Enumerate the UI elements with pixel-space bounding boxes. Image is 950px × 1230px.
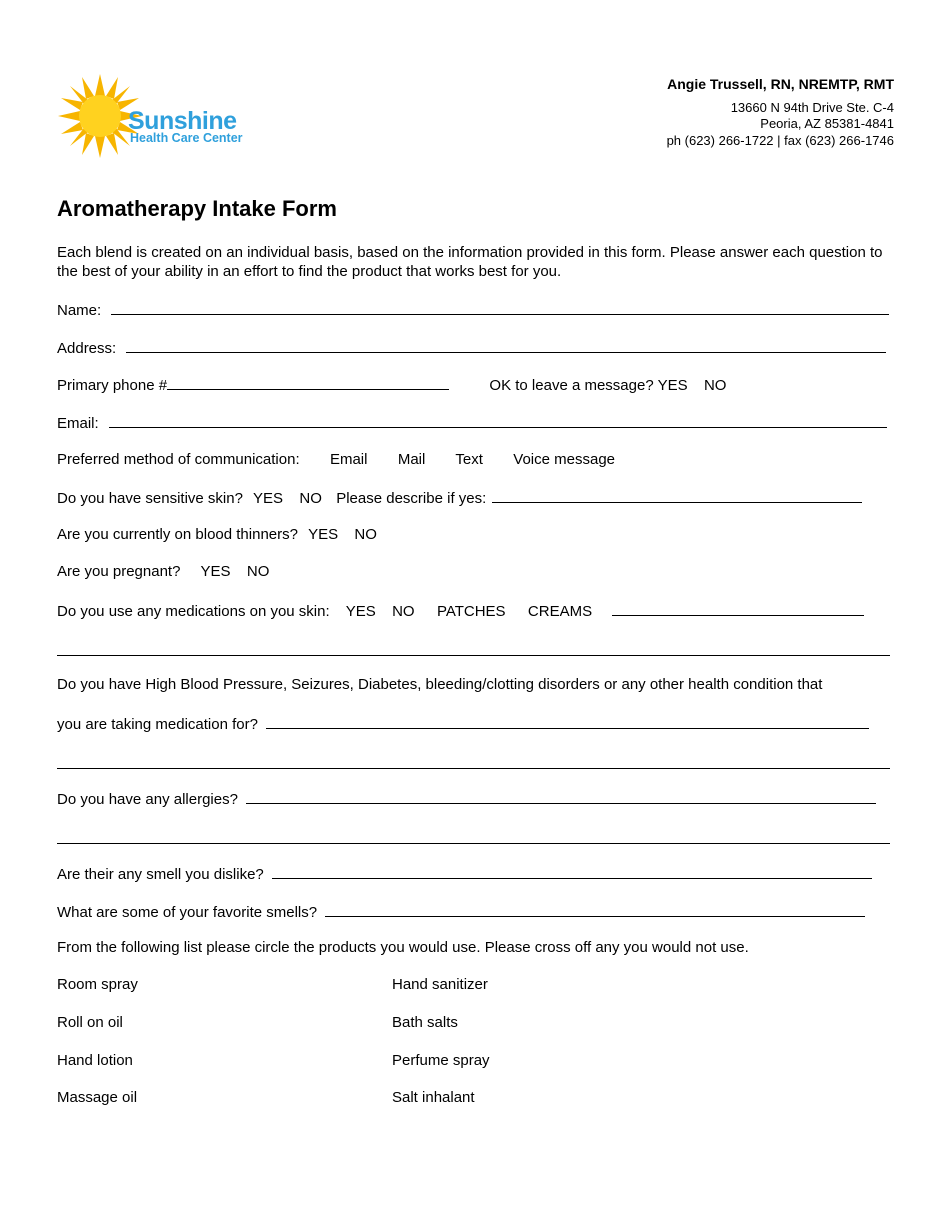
product-massage-oil[interactable]: Massage oil — [57, 1089, 138, 1106]
conditions-extra-line[interactable] — [57, 768, 890, 769]
sunshine-logo — [58, 74, 278, 158]
pregnant-yes[interactable]: YES — [200, 563, 231, 580]
sensitive-describe-label: Please describe if yes: — [336, 490, 487, 507]
allergies-field[interactable] — [246, 789, 876, 804]
conditions-row-1 — [57, 676, 822, 694]
message-yes[interactable]: YES — [657, 377, 688, 394]
pref-option-voice[interactable]: Voice message — [513, 451, 616, 468]
address-label: Address: — [57, 340, 117, 357]
address-row — [57, 338, 886, 358]
name-label: Name: — [57, 302, 102, 319]
skin-meds-patches[interactable]: PATCHES — [436, 603, 506, 620]
dislike-field[interactable] — [272, 864, 872, 879]
products-instructions: From the following list please circle the products you would use. Please cross off any you would not use. — [57, 939, 749, 956]
blood-thinners-yes[interactable]: YES — [308, 526, 339, 543]
product-room-spray[interactable]: Room spray — [57, 976, 138, 993]
product-roll-on-oil[interactable]: Roll on oil — [57, 1014, 123, 1031]
sensitive-no[interactable]: NO — [299, 490, 322, 507]
pref-option-mail[interactable]: Mail — [397, 451, 426, 468]
favorite-field[interactable] — [325, 902, 865, 917]
sensitive-skin-row — [57, 488, 862, 508]
message-no[interactable]: NO — [703, 377, 727, 394]
provider-name: Angie Trussell, RN, NREMTP, RMT — [667, 76, 894, 92]
form-intro: Each blend is created on an individual basis, based on the information provided in this form. Please answer each question to the best of your ability in an effort to find the product that works best for you. — [57, 244, 883, 280]
preferred-method-label: Preferred method of communication: — [57, 451, 300, 468]
address-line-1: 13660 N 94th Drive Ste. C-4 — [730, 99, 894, 115]
conditions-label-1: Do you have High Blood Pressure, Seizures, Diabetes, bleeding/clotting disorders or any other health condition that — [57, 676, 823, 693]
skin-meds-field[interactable] — [612, 601, 864, 616]
pref-option-text[interactable]: Text — [455, 451, 483, 468]
name-field[interactable] — [111, 300, 889, 315]
favorite-row — [57, 902, 865, 922]
product-hand-lotion[interactable]: Hand lotion — [57, 1052, 133, 1069]
contact-block — [667, 76, 894, 149]
pregnant-row — [57, 563, 269, 581]
name-row — [57, 300, 889, 320]
address-field[interactable] — [126, 338, 886, 353]
blood-thinners-row — [57, 526, 377, 544]
blood-thinners-label: Are you currently on blood thinners? — [57, 526, 298, 543]
form-title: Aromatherapy Intake Form — [57, 196, 337, 221]
preferred-method-row — [57, 451, 615, 469]
skin-meds-extra-line[interactable] — [57, 655, 890, 656]
allergies-extra-line[interactable] — [57, 843, 890, 844]
product-hand-sanitizer[interactable]: Hand sanitizer — [392, 976, 488, 993]
phone-label: Primary phone # — [57, 377, 168, 394]
pref-option-email[interactable]: Email — [329, 451, 368, 468]
skin-meds-yes[interactable]: YES — [345, 603, 376, 620]
logo-title: Sunshine — [128, 107, 237, 135]
message-label: OK to leave a message? — [489, 377, 654, 394]
logo-subtitle: Health Care Center — [130, 131, 243, 145]
sensitive-yes[interactable]: YES — [253, 490, 284, 507]
blood-thinners-no[interactable]: NO — [354, 526, 377, 543]
product-salt-inhalant[interactable]: Salt inhalant — [392, 1089, 475, 1106]
pregnant-no[interactable]: NO — [246, 563, 270, 580]
dislike-row — [57, 864, 872, 884]
sensitive-skin-label: Do you have sensitive skin? — [57, 490, 243, 507]
product-bath-salts[interactable]: Bath salts — [392, 1014, 458, 1031]
conditions-label-2: you are taking medication for? — [57, 716, 258, 733]
phone-field[interactable] — [167, 375, 449, 390]
sensitive-describe-field[interactable] — [492, 488, 862, 503]
phone-fax: ph (623) 266-1722 | fax (623) 266-1746 — [666, 132, 894, 148]
allergies-label: Do you have any allergies? — [57, 791, 238, 808]
email-label: Email: — [57, 415, 99, 432]
email-row — [57, 413, 887, 433]
skin-medications-row — [57, 601, 864, 621]
allergies-row — [57, 789, 876, 809]
conditions-field[interactable] — [266, 714, 869, 729]
conditions-row-2 — [57, 714, 869, 734]
skin-medications-label: Do you use any medications on you skin: — [57, 603, 330, 620]
skin-meds-creams[interactable]: CREAMS — [527, 603, 593, 620]
address-line-2: Peoria, AZ 85381-4841 — [760, 116, 894, 131]
dislike-label: Are their any smell you dislike? — [57, 866, 264, 883]
pregnant-label: Are you pregnant? — [57, 563, 181, 580]
product-perfume-spray[interactable]: Perfume spray — [392, 1052, 490, 1069]
skin-meds-no[interactable]: NO — [392, 603, 415, 620]
email-field[interactable] — [109, 413, 887, 428]
favorite-label: What are some of your favorite smells? — [57, 904, 318, 921]
phone-row — [57, 375, 726, 395]
